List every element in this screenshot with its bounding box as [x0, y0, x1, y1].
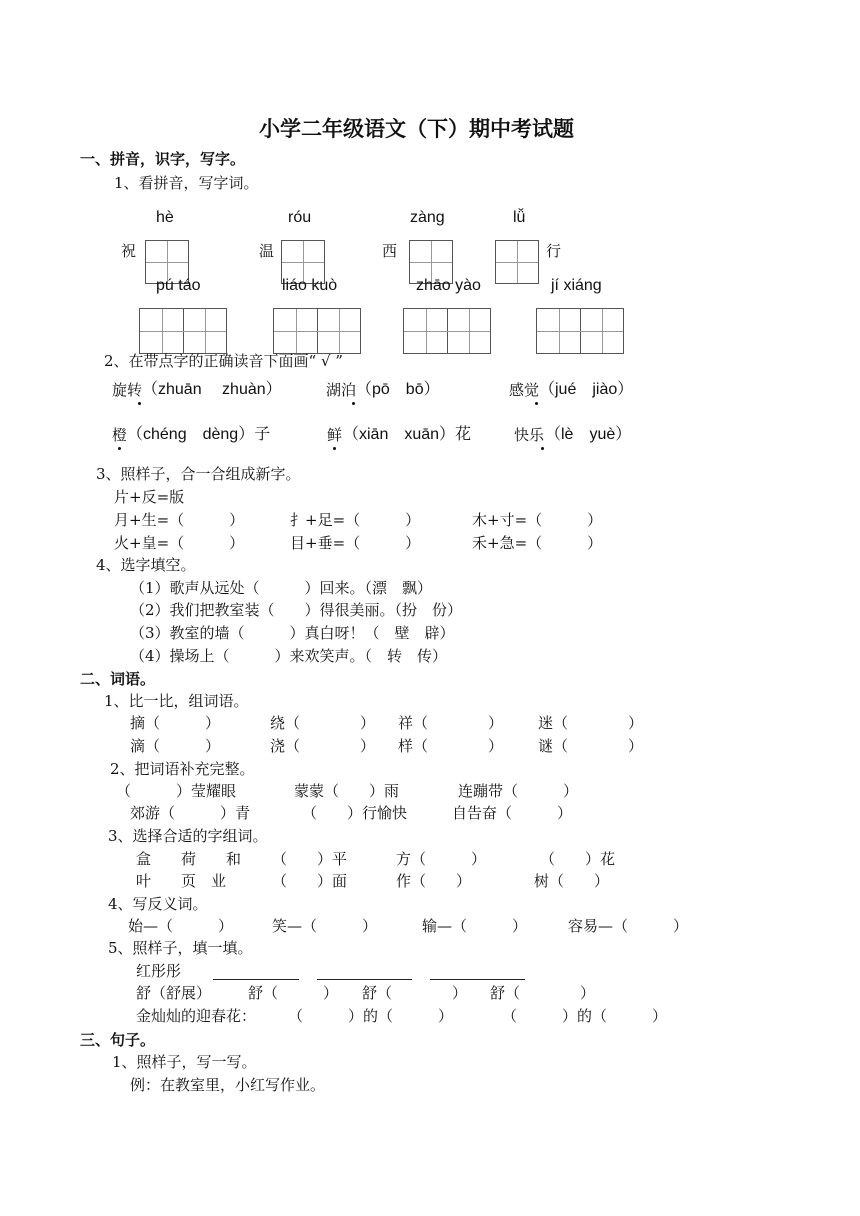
emphasis-dot: [535, 402, 538, 405]
answer-line-3[interactable]: [430, 979, 525, 980]
q2-pinyin-2: （pō bō）: [356, 381, 440, 398]
writing-box-4[interactable]: [495, 240, 539, 284]
s2-q4-label: 4、写反义词。: [108, 895, 208, 913]
s2-q3-r1-4: （ ）花: [540, 850, 616, 868]
s2-q2-r1-1: （ ）莹耀眼: [116, 782, 237, 800]
q3-r1-2: 扌+足=（ ）: [290, 511, 421, 529]
q3-r1-1: 月+生=（ ）: [114, 511, 245, 529]
s2-q1-r1-3: 祥（ ）: [398, 714, 504, 732]
s2-q2-label: 2、把词语补充完整。: [110, 760, 255, 778]
s2-q5-r2-3: 舒（ ）: [362, 984, 468, 1002]
char-wen: 温: [259, 242, 275, 260]
s2-q1-r2-4: 谜（ ）: [538, 737, 644, 755]
q2-word-xuanzhuan: 旋转: [112, 381, 143, 399]
emphasis-dot: [118, 447, 121, 450]
s2-q2-r1-3: 连蹦带（ ）: [458, 782, 579, 800]
char-xing: 行: [546, 242, 562, 260]
q3-r2-1: 火+皇=（ ）: [114, 534, 245, 552]
s2-q5-example: 红彤彤: [136, 962, 182, 980]
s2-q3-r1-1: 盒 荷 和: [136, 850, 242, 868]
s2-q5-r2-4: 舒（ ）: [490, 984, 596, 1002]
emphasis-dot: [352, 402, 355, 405]
q3-r2-3: 禾+急=（ ）: [472, 534, 603, 552]
answer-line-2[interactable]: [317, 979, 412, 980]
q2-word-xianhua: 鲜: [327, 426, 343, 444]
writing-box-double-2[interactable]: [273, 308, 361, 354]
page-title: 小学二年级语文（下）期中考试题: [259, 116, 574, 141]
q3-example: 片+反=版: [114, 488, 185, 506]
q2-pinyin-4: （chéng dèng）子: [127, 426, 271, 443]
s2-q4-1: 始—（ ）: [128, 917, 234, 935]
q4-item-1: （1）歌声从远处（ ）回来。（漂 飘）: [130, 579, 433, 597]
pinyin-putao: pú táo: [156, 277, 201, 294]
q3-r1-3: 木+寸=（ ）: [472, 511, 603, 529]
writing-box-double-3[interactable]: [403, 308, 491, 354]
q2-word-kuaile: 快乐: [514, 426, 545, 444]
q1-3-label: 3、照样子，合一合组成新字。: [96, 465, 301, 483]
q2-pinyin-6: （lè yuè）: [545, 426, 632, 443]
pinyin-he: hè: [156, 209, 174, 226]
q4-item-2: （2）我们把教室装（ ）得很美丽。（扮 份）: [130, 601, 463, 619]
section-3-heading: 三、句子。: [80, 1031, 156, 1049]
s2-q3-r2-2: （ ）面: [272, 872, 348, 890]
s2-q1-r1-1: 摘（ ）: [130, 714, 221, 732]
q1-1-label: 1、看拼音，写字词。: [114, 174, 259, 192]
char-xi: 西: [382, 242, 398, 260]
s2-q2-r1-2: 蒙蒙（ ）雨: [294, 782, 400, 800]
s3-q1-label: 1、照样子，写一写。: [112, 1053, 257, 1071]
writing-box-double-1[interactable]: [139, 308, 227, 354]
s2-q3-r1-3: 方（ ）: [396, 850, 487, 868]
s2-q5-r3-1: （ ）的（ ）: [288, 1007, 454, 1025]
q2-word-chengzi: 橙: [112, 426, 128, 444]
s2-q1-r2-1: 滴（ ）: [130, 737, 221, 755]
s2-q5-r2-2: 舒（ ）: [248, 984, 339, 1002]
pinyin-zang: zàng: [410, 209, 445, 226]
emphasis-dot: [541, 447, 544, 450]
s2-q3-r2-3: 作（ ）: [396, 872, 472, 890]
q1-2-label: 2、在带点字的正确读音下面画“ √ ”: [104, 352, 343, 370]
q2-word-ganjue: 感觉: [509, 381, 540, 399]
s2-q4-2: 笑—（ ）: [272, 917, 378, 935]
s2-q1-r2-2: 浇（ ）: [270, 737, 376, 755]
pinyin-lv: lǚ: [513, 209, 526, 226]
q1-4-label: 4、选字填空。: [96, 556, 196, 574]
s2-q1-r2-3: 样（ ）: [398, 737, 504, 755]
emphasis-dot: [138, 402, 141, 405]
s2-q5-r3-label: 金灿灿的迎春花：: [136, 1007, 257, 1025]
s2-q3-r2-1: 叶 页 业: [136, 872, 227, 890]
q2-word-hupo: 湖泊: [326, 381, 357, 399]
s2-q4-4: 容易—（ ）: [568, 917, 689, 935]
s2-q1-label: 1、比一比，组词语。: [104, 692, 249, 710]
emphasis-dot: [333, 447, 336, 450]
s2-q1-r1-2: 绕（ ）: [270, 714, 376, 732]
s2-q2-r2-1: 郊游（ ）青: [130, 804, 251, 822]
section-2-heading: 二、词语。: [80, 670, 156, 688]
s2-q3-r1-2: （ ）平: [272, 850, 348, 868]
answer-line-1[interactable]: [213, 979, 299, 980]
char-zhu: 祝: [121, 242, 137, 260]
writing-box-double-4[interactable]: [536, 308, 624, 354]
q2-pinyin-1: （zhuān zhuàn）: [142, 381, 282, 398]
q4-item-4: （4）操场上（ ）来欢笑声。（ 转 传）: [130, 647, 448, 665]
pinyin-zhaoyao: zhāo yào: [416, 277, 481, 294]
q4-item-3: （3）教室的墙（ ）真白呀！（ 壁 辟）: [130, 624, 455, 642]
s3-q1-example: 例：在教室里，小红写作业。: [130, 1076, 326, 1094]
s2-q5-r2-1: 舒（舒展）: [136, 984, 212, 1002]
q2-pinyin-5: （xiān xuān）花: [343, 426, 472, 443]
s2-q3-r2-4: 树（ ）: [534, 872, 610, 890]
s2-q4-3: 输—（ ）: [422, 917, 528, 935]
pinyin-liaokuo: liáo kuò: [282, 277, 338, 294]
q2-pinyin-3: （jué jiào）: [539, 381, 634, 398]
s2-q5-label: 5、照样子，填一填。: [108, 939, 253, 957]
section-1-heading: 一、拼音，识字，写字。: [80, 150, 246, 168]
s2-q2-r2-3: 自告奋（ ）: [452, 804, 573, 822]
s2-q2-r2-2: （ ）行愉快: [302, 804, 408, 822]
q3-r2-2: 目+垂=（ ）: [290, 534, 421, 552]
pinyin-rou: róu: [288, 209, 312, 226]
s2-q5-r3-2: （ ）的（ ）: [502, 1007, 668, 1025]
s2-q1-r1-4: 迷（ ）: [538, 714, 644, 732]
pinyin-jixiang: jí xiáng: [551, 277, 602, 294]
s2-q3-label: 3、选择合适的字组词。: [108, 827, 268, 845]
